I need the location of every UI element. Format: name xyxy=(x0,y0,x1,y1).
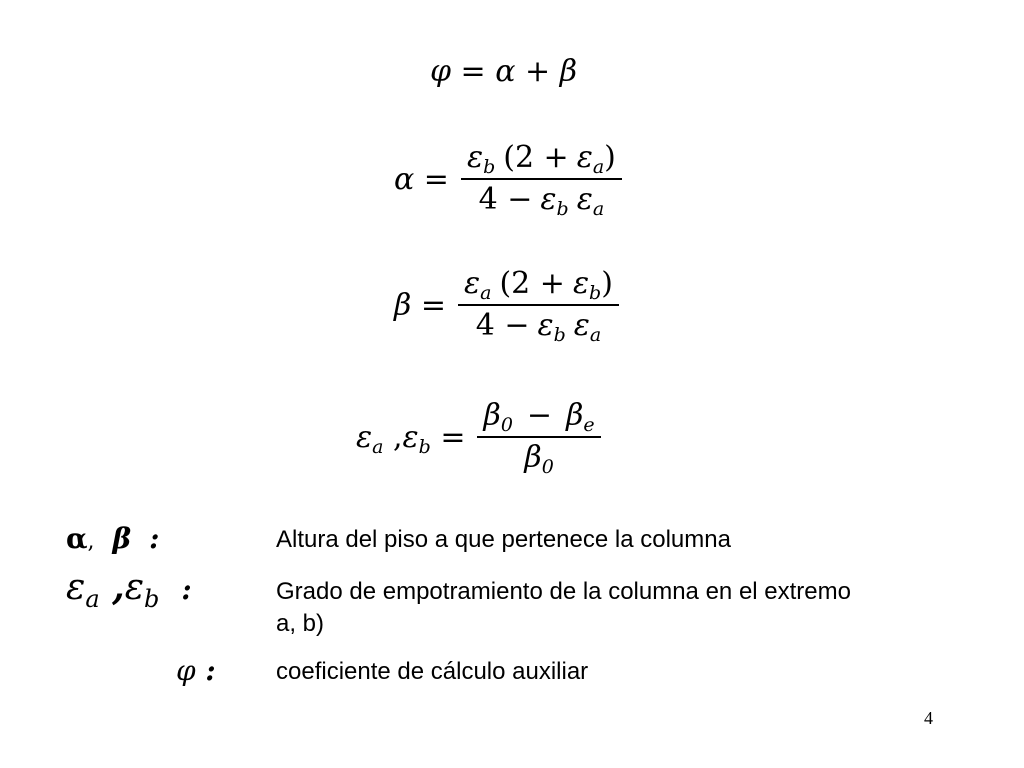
legend-text-epsilon: Grado de empotramiento de la columna en el extremo a, b) xyxy=(276,578,851,637)
legend-symbol-alpha-beta: α, β : xyxy=(66,522,160,555)
legend-text-phi: coeficiente de cálculo auxiliar xyxy=(276,658,589,685)
equation-phi: φ = α + β xyxy=(430,54,578,89)
legend-symbol-phi: φ : xyxy=(176,654,216,687)
equation-alpha: α = $\frac{\varepsilon_b (2 + \varepsilon_a)}{4 - \varepsilon_b \varepsilon_a}$ xyxy=(394,138,622,220)
equation-epsilon: $\varepsilon_a$ , $\varepsilon_b$ = $\frac{\beta_0 - \beta_e}{\beta_0}$ xyxy=(356,396,601,478)
equation-beta: β = $\frac{\varepsilon_a (2 + \varepsilon_b)}{4 - \varepsilon_b \varepsilon_a}$ xyxy=(394,264,619,346)
legend-text-alpha-beta: Altura del piso a que pertenece la columna xyxy=(276,526,731,553)
epsilon-fraction: $\frac{\beta_0 - \beta_e}{\beta_0}$ xyxy=(477,396,600,478)
page-number: 4 xyxy=(924,708,933,728)
beta-fraction: $\frac{\varepsilon_a (2 + \varepsilon_b)}{4 - \varepsilon_b \varepsilon_a}$ xyxy=(458,264,619,346)
legend-symbol-epsilon: $\varepsilon_a$ $,\varepsilon_b$ : xyxy=(66,566,192,613)
alpha-fraction: $\frac{\varepsilon_b (2 + \varepsilon_a)}{4 - \varepsilon_b \varepsilon_a}$ xyxy=(461,138,622,220)
